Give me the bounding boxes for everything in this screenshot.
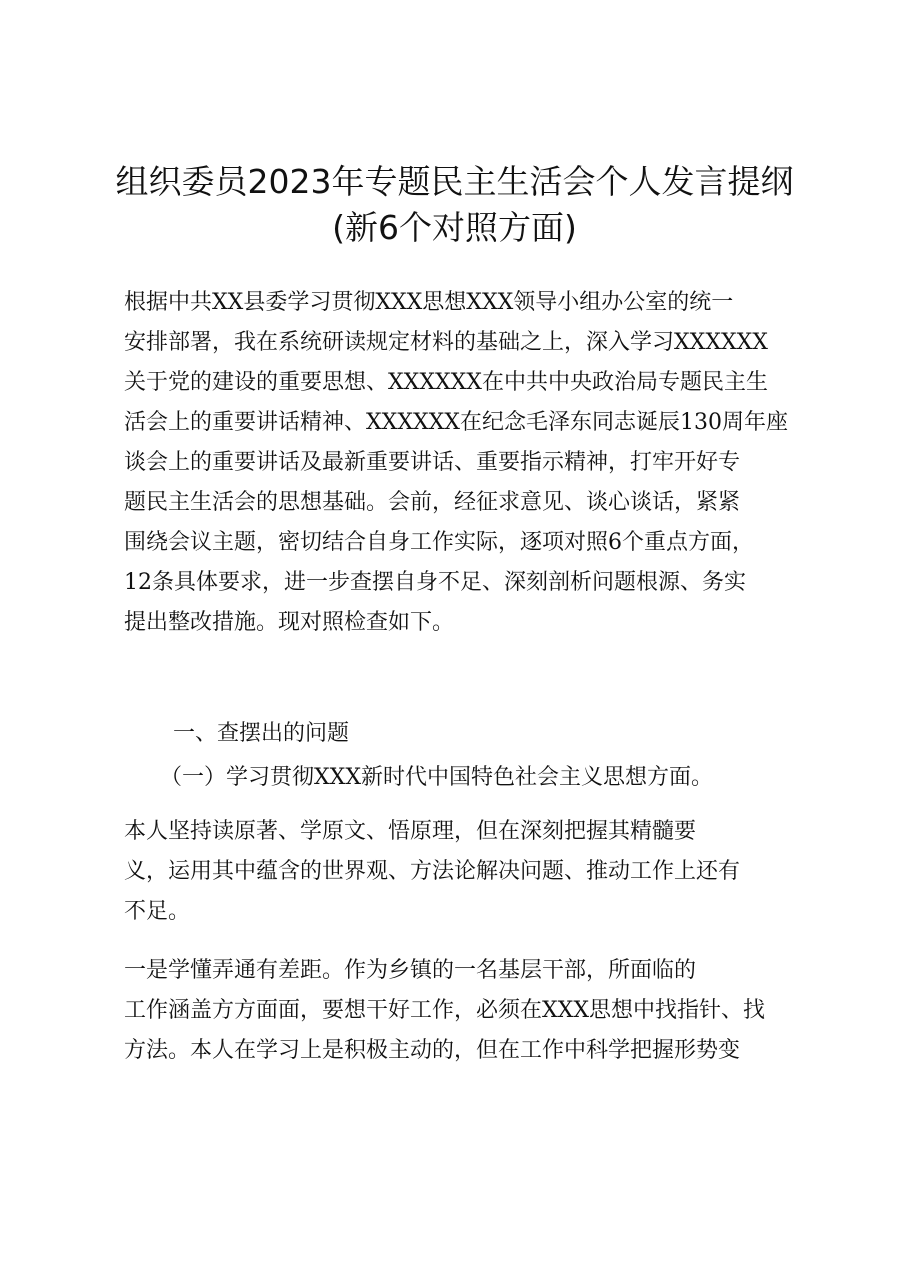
- paragraph-line: 方法。本人在学习上是积极主动的，但在工作中科学把握形势变: [124, 1038, 741, 1063]
- document-subtitle: (新6个对照方面): [332, 208, 577, 247]
- document-title: 组织委员2023年专题民主生活会个人发言提纲: [115, 162, 794, 201]
- paragraph-line: 围绕会议主题，密切结合自身工作实际，逐项对照6个重点方面，: [124, 530, 754, 555]
- paragraph-line: 活会上的重要讲话精神、XXXXXX在纪念毛泽东同志诞辰130周年座: [124, 410, 788, 435]
- paragraph-line: 安排部署，我在系统研读规定材料的基础之上，深入学习XXXXXX: [124, 330, 768, 355]
- paragraph-line: 工作涵盖方方面面，要想干好工作，必须在XXX思想中找指针、找: [124, 998, 765, 1023]
- paragraph-line: 12条具体要求，进一步查摆自身不足、深刻剖析问题根源、务实: [124, 570, 746, 595]
- paragraph-line: 不足。: [124, 899, 191, 924]
- intro-paragraph: [124, 283, 824, 643]
- paragraph-gap: [124, 951, 824, 1071]
- paragraph-study: [124, 812, 824, 932]
- paragraph-line: 提出整改措施。现对照检查如下。: [124, 610, 455, 635]
- paragraph-line: 根据中共XX县委学习贯彻XXX思想XXX领导小组办公室的统一: [124, 290, 734, 315]
- paragraph-line: 题民主生活会的思想基础。会前，经征求意见、谈心谈话，紧紧: [124, 490, 741, 515]
- paragraph-line: 义，运用其中蕴含的世界观、方法论解决问题、推动工作上还有: [124, 859, 741, 884]
- paragraph-line: 本人坚持读原著、学原文、悟原理，但在深刻把握其精髓要: [124, 819, 697, 844]
- section-heading: 一、查摆出的问题: [173, 721, 350, 746]
- paragraph-line: 关于党的建设的重要思想、XXXXXX在中共中央政治局专题民主生: [124, 370, 768, 395]
- paragraph-line: 一是学懂弄通有差距。作为乡镇的一名基层干部，所面临的: [124, 958, 697, 983]
- subsection-heading: （一）学习贯彻XXX新时代中国特色社会主义思想方面。: [160, 765, 713, 790]
- paragraph-line: 谈会上的重要讲话及最新重要讲话、重要指示精神，打牢开好专: [124, 450, 741, 475]
